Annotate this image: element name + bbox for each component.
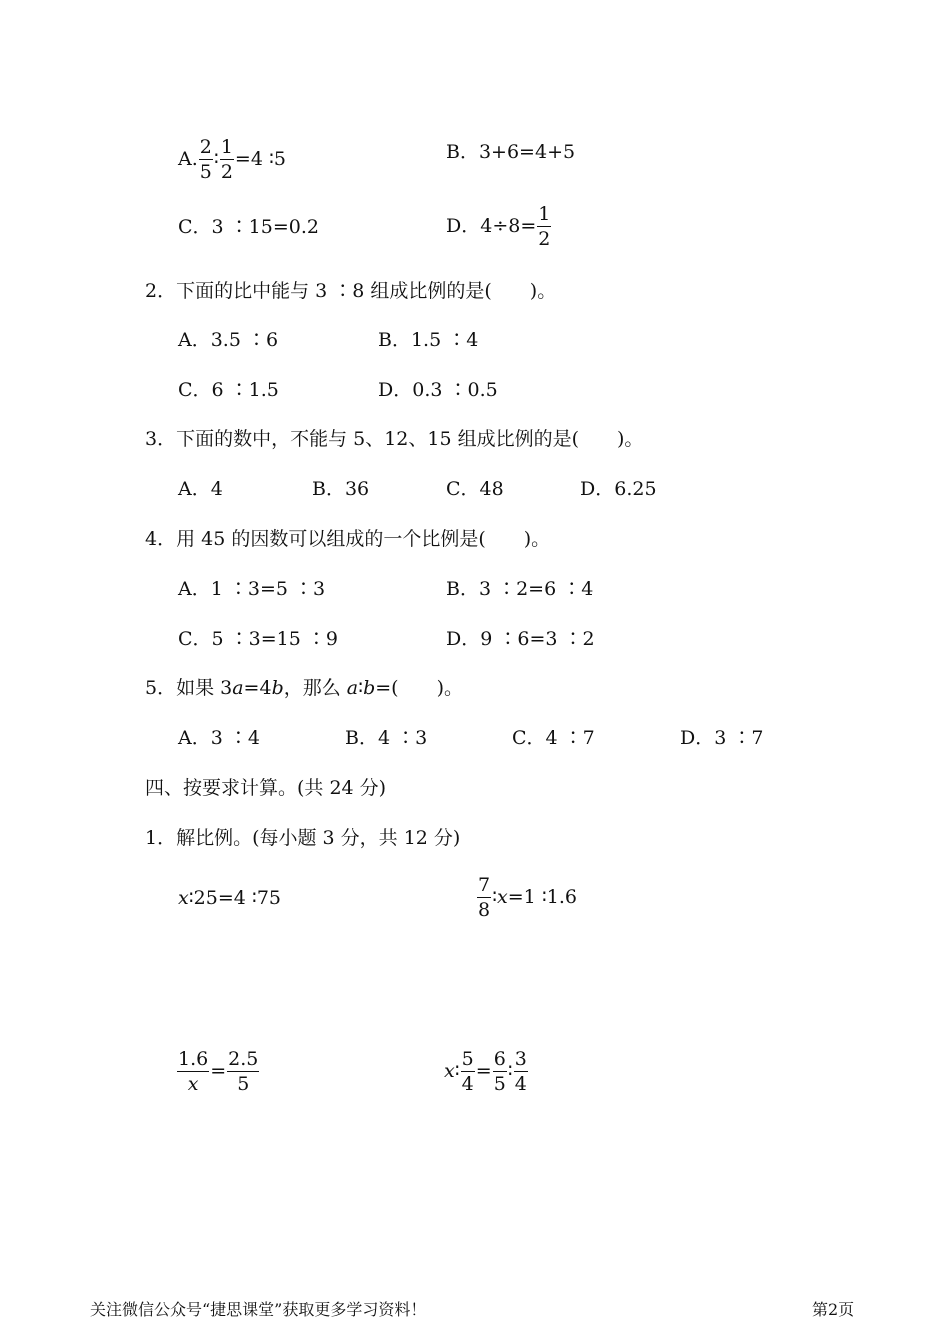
- fraction: $\frac{3}{4}$: [514, 1048, 527, 1095]
- q4-stem: 4．用 45 的因数可以组成的一个比例是( )。: [145, 528, 551, 550]
- q2-option-c: C．6 ∶1.5: [178, 379, 279, 401]
- q4-option-b: B．3 ∶2=6 ∶4: [446, 578, 594, 600]
- fraction: $\frac{6}{5}$: [493, 1048, 506, 1095]
- q5-option-d: D．3 ∶7: [680, 727, 764, 749]
- q4-option-c: C．5 ∶3=15 ∶9: [178, 628, 338, 650]
- q1-option-b: B．3+6=4+5: [446, 141, 576, 163]
- q2-option-b: B．1.5 ∶4: [378, 329, 479, 351]
- q3-option-d: D．6.25: [580, 478, 657, 500]
- q4-option-a: A．1 ∶3=5 ∶3: [178, 578, 326, 600]
- fraction: $\frac{5}{4}$: [461, 1048, 474, 1095]
- equation-1: x∶25=4 ∶75: [178, 887, 282, 909]
- subsection-title: 1．解比例。(每小题 3 分，共 12 分): [145, 827, 461, 849]
- fraction: $\frac{1}{2}$: [538, 203, 551, 250]
- q1-option-c: C．3 ∶15=0.2: [178, 216, 319, 238]
- page-number: 第2页: [812, 1300, 855, 1319]
- q1-option-a: A. $\frac{2}{5}$ ∶ $\frac{1}{2}$ =4 ∶5: [178, 136, 286, 183]
- q5-option-b: B．4 ∶3: [345, 727, 428, 749]
- equation-2: $\frac{7}{8}$ ∶x=1 ∶1.6: [478, 874, 577, 921]
- equation-3: $\frac{1.6}{x}$ = $\frac{2.5}{5}$: [178, 1048, 259, 1095]
- footer-note: 关注微信公众号“捷思课堂”获取更多学习资料！: [90, 1300, 427, 1319]
- q3-option-b: B．36: [312, 478, 370, 500]
- fraction: $\frac{1.6}{x}$: [178, 1048, 209, 1095]
- q3-option-c: C．48: [446, 478, 504, 500]
- q2-stem: 2．下面的比中能与 3 ∶8 组成比例的是( )。: [145, 280, 557, 302]
- q5-option-c: C．4 ∶7: [512, 727, 595, 749]
- q2-option-a: A．3.5 ∶6: [178, 329, 279, 351]
- fraction: $\frac{2.5}{5}$: [228, 1048, 259, 1095]
- q1-option-d: D．4÷8= $\frac{1}{2}$: [446, 203, 551, 250]
- q3-stem: 3．下面的数中，不能与 5、12、15 组成比例的是( )。: [145, 428, 644, 450]
- fraction: $\frac{7}{8}$: [478, 874, 491, 921]
- q4-option-d: D．9 ∶6=3 ∶2: [446, 628, 595, 650]
- section-title: 四、按要求计算。(共 24 分): [145, 777, 387, 799]
- equation-4: x∶ $\frac{5}{4}$ = $\frac{6}{5}$ ∶ $\frac{3}{4}$: [444, 1048, 527, 1095]
- fraction: $\frac{1}{2}$: [220, 136, 233, 183]
- q5-option-a: A．3 ∶4: [178, 727, 260, 749]
- q5-stem: 5．如果 3a=4b，那么 a∶b=( )。: [145, 677, 463, 699]
- q2-option-d: D．0.3 ∶0.5: [378, 379, 498, 401]
- fraction: $\frac{2}{5}$: [199, 136, 212, 183]
- q3-option-a: A．4: [178, 478, 223, 500]
